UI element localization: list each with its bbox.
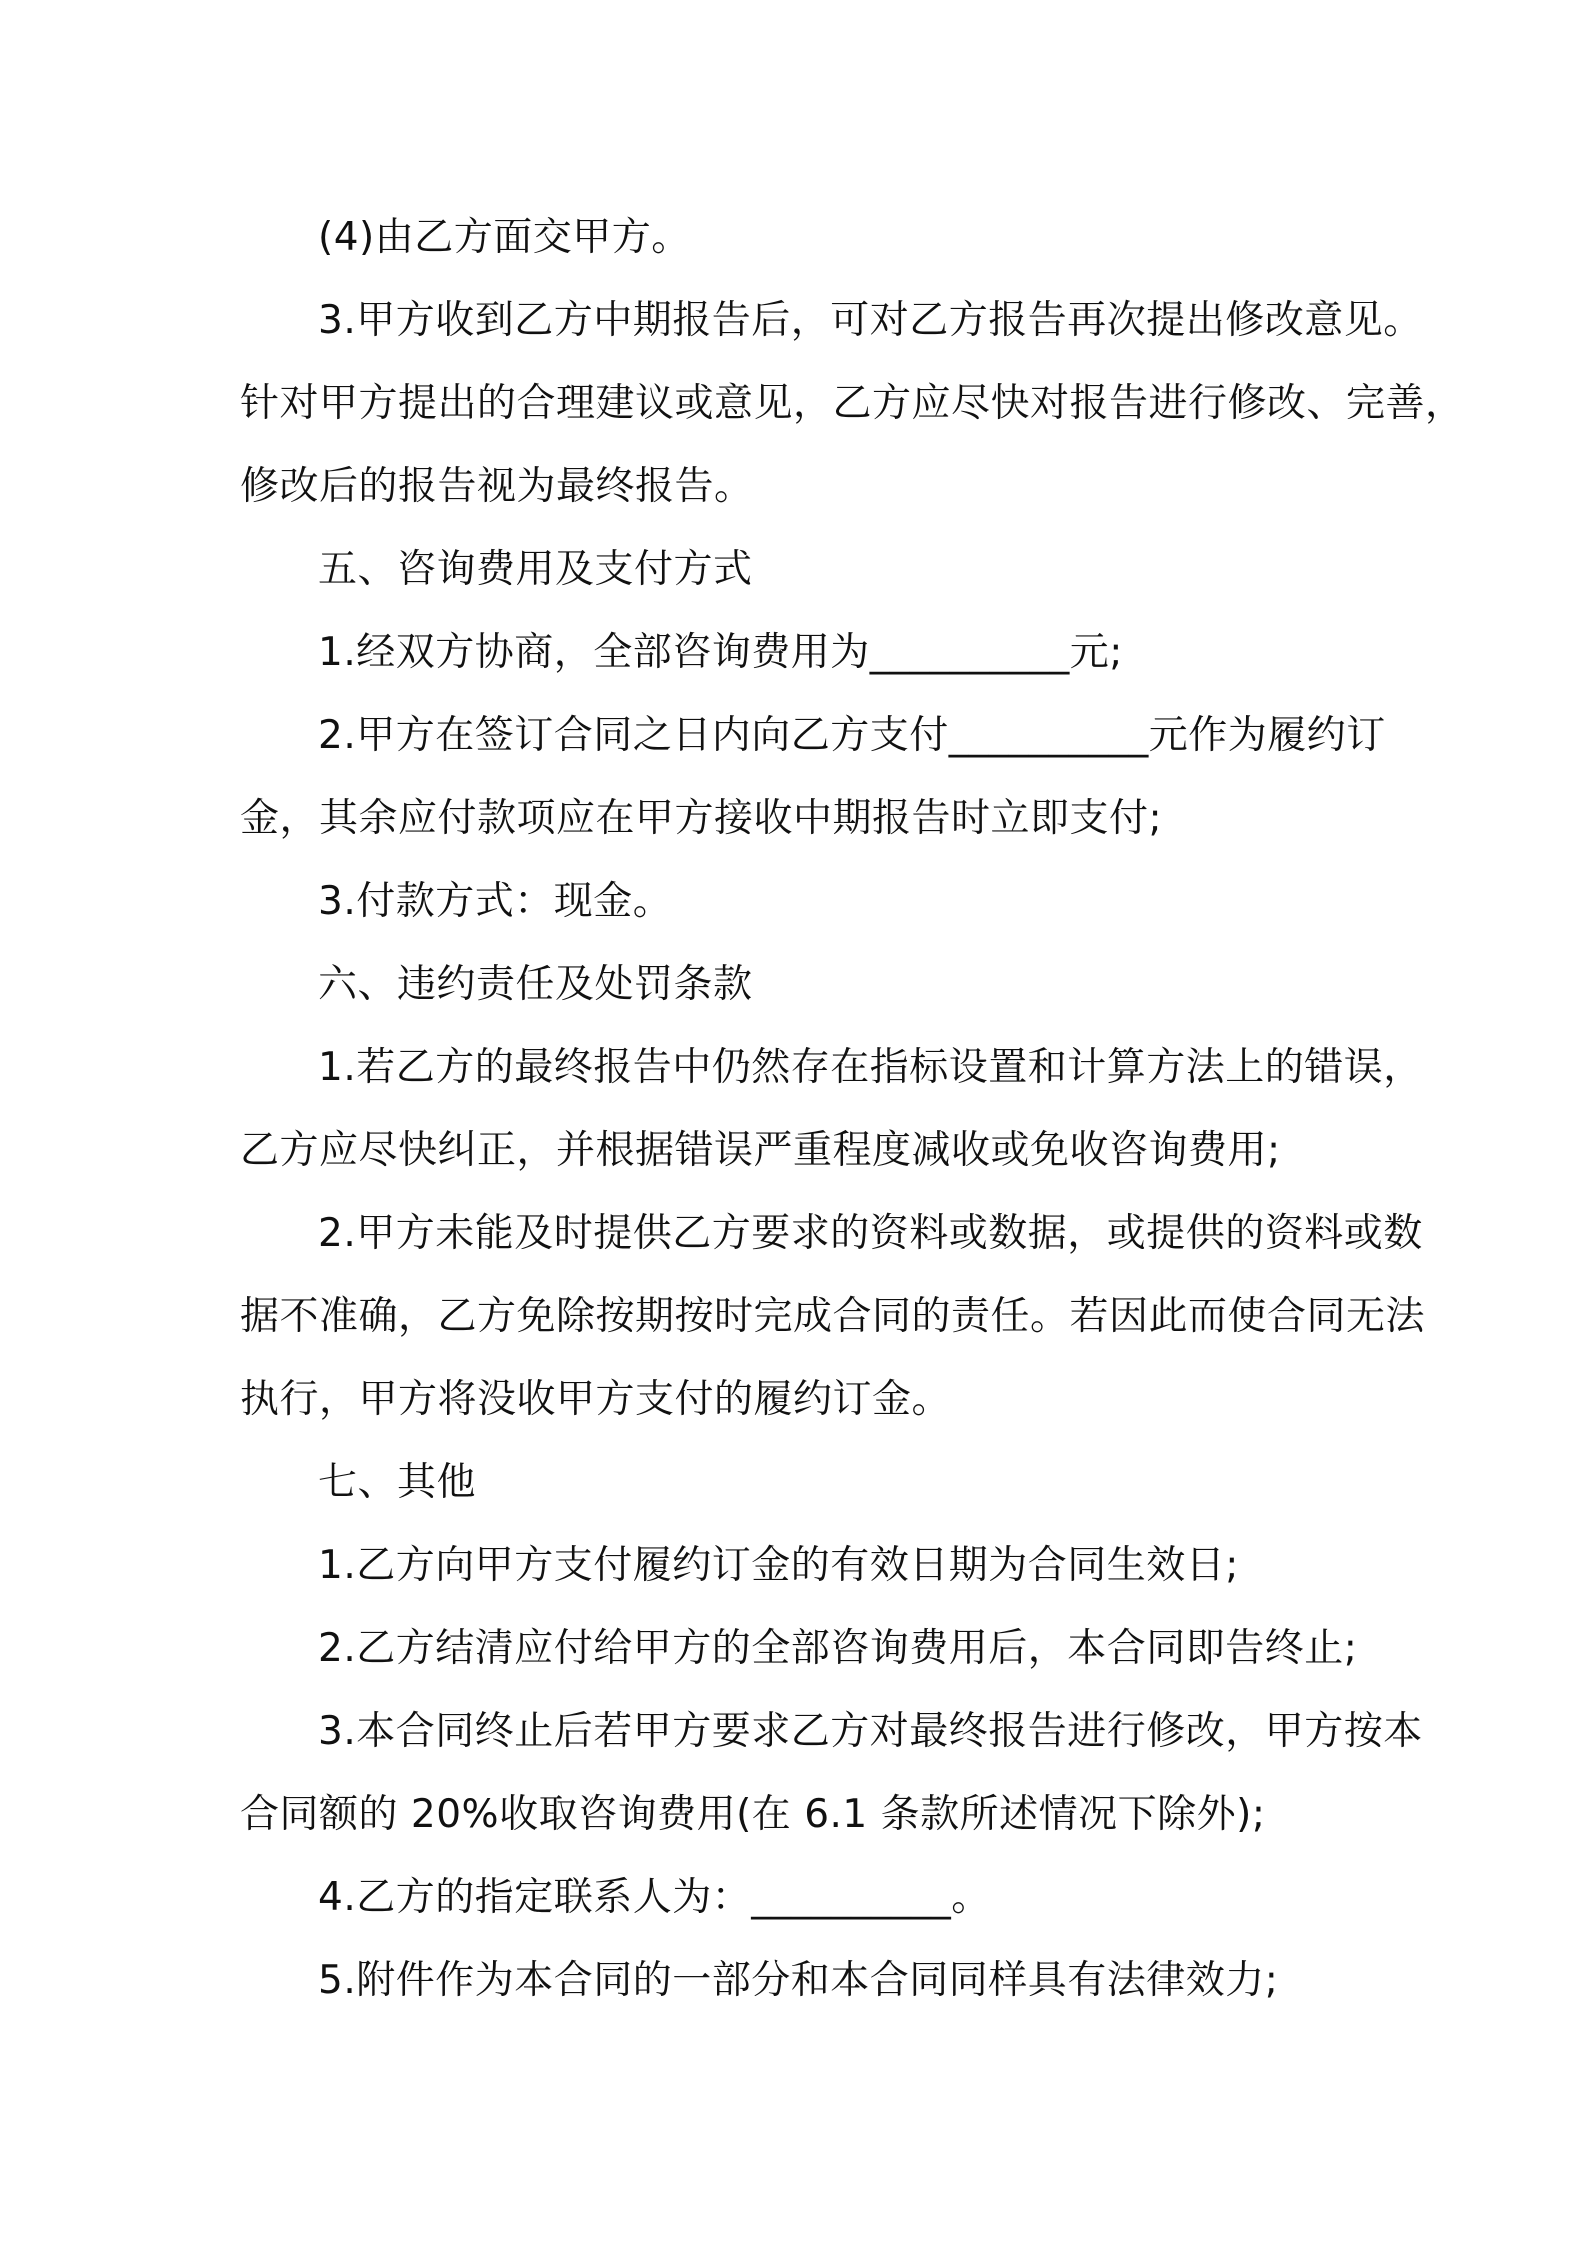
section-heading	[240, 943, 1360, 1026]
text-line: 1.乙方向甲方支付履约订金的有效日期为合同生效日;	[318, 1543, 1239, 1588]
paragraph	[240, 1690, 1423, 1856]
paragraph	[240, 1939, 1360, 2022]
paragraph	[240, 694, 1386, 860]
text-line: 3.甲方收到乙方中期报告后，可对乙方报告再次提出修改意见。	[318, 298, 1423, 343]
section-heading	[240, 528, 1360, 611]
text-line: (4)由乙方面交甲方。	[318, 215, 691, 260]
text-line: 2.甲方未能及时提供乙方要求的资料或数据，或提供的资料或数	[318, 1211, 1423, 1256]
section-heading	[240, 1441, 1360, 1524]
text-line: 执行，甲方将没收甲方支付的履约订金。	[240, 1377, 952, 1422]
text-line: 据不准确，乙方免除按期按时完成合同的责任。若因此而使合同无法	[240, 1294, 1426, 1339]
text-line: 1.若乙方的最终报告中仍然存在指标设置和计算方法上的错误，	[318, 1045, 1423, 1090]
text-line: 合同额的 20%收取咨询费用(在 6.1 条款所述情况下除外);	[240, 1792, 1266, 1837]
section-heading-text: 七、其他	[318, 1460, 477, 1505]
section-heading-text: 六、违约责任及处罚条款	[318, 962, 753, 1007]
text-line: 3.本合同终止后若甲方要求乙方对最终报告进行修改，甲方按本	[318, 1709, 1423, 1754]
paragraph	[240, 860, 1360, 943]
text-line: 4.乙方的指定联系人为：__________。	[318, 1875, 991, 1920]
text-line: 修改后的报告视为最终报告。	[240, 464, 754, 509]
paragraph	[240, 1856, 1360, 1939]
text-line: 2.甲方在签订合同之日内向乙方支付__________元作为履约订	[318, 713, 1386, 758]
text-line: 金，其余应付款项应在甲方接收中期报告时立即支付;	[240, 796, 1163, 841]
paragraph	[240, 279, 1465, 528]
text-line: 5.附件作为本合同的一部分和本合同同样具有法律效力;	[318, 1958, 1279, 2003]
paragraph	[240, 1026, 1423, 1192]
text-line: 2.乙方结清应付给甲方的全部咨询费用后，本合同即告终止;	[318, 1626, 1358, 1671]
text-line: 1.经双方协商，全部咨询费用为__________元;	[318, 630, 1123, 675]
section-heading-text: 五、咨询费用及支付方式	[318, 547, 753, 592]
text-line: 针对甲方提出的合理建议或意见，乙方应尽快对报告进行修改、完善，	[240, 381, 1465, 426]
paragraph	[240, 1607, 1360, 1690]
document-body	[240, 196, 1465, 2022]
text-line: 3.付款方式：现金。	[318, 879, 673, 924]
paragraph	[240, 1524, 1360, 1607]
paragraph	[240, 1192, 1426, 1441]
paragraph	[240, 196, 1360, 279]
paragraph	[240, 611, 1360, 694]
text-line: 乙方应尽快纠正，并根据错误严重程度减收或免收咨询费用;	[240, 1128, 1281, 1173]
